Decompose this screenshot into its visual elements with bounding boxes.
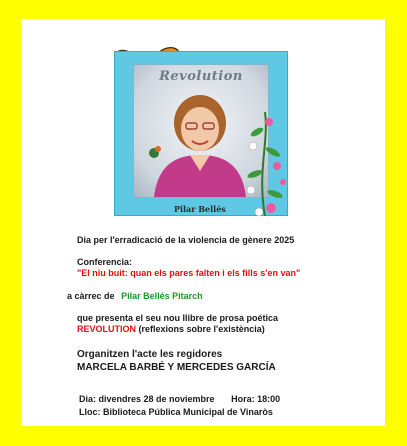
by-label: a càrrec de: [67, 291, 115, 301]
event-time: Hora: 18:00: [231, 394, 281, 404]
conference-label: Conferencia:: [77, 257, 133, 267]
book-title: REVOLUTION: [77, 324, 137, 334]
banner-title: Revolution: [159, 69, 243, 84]
conference-title: "El niu buit: quan els pares falten i els fills s'en van": [77, 268, 301, 278]
photo-caption-name: Pilar Bellés: [174, 204, 226, 214]
poster: [21, 19, 385, 426]
speaker-line: [67, 291, 203, 301]
date-time-line: [79, 394, 280, 404]
speaker-name: Pilar Bellés Pitarch: [121, 291, 203, 301]
book-line: que presenta el seu nou llibre de prosa poética: [77, 313, 279, 323]
flowers-decoration: [235, 112, 295, 217]
book-title-line: [77, 324, 265, 334]
day-title: Dia per l'erradicació de la violencia de gènere 2025: [77, 235, 295, 245]
photo-frame: [114, 51, 288, 216]
event-place: Lloc: Biblioteca Pública Municipal de Vinaròs: [79, 407, 273, 417]
event-date: Dia: divendres 28 de noviembre: [79, 394, 215, 404]
organizers-label: Organitzen l'acte les regidores: [77, 349, 223, 360]
organizers-names: MARCELA BARBÉ Y MERCEDES GARCÍA: [77, 362, 276, 373]
book-subtitle: (reflexions sobre l'existència): [138, 324, 265, 334]
